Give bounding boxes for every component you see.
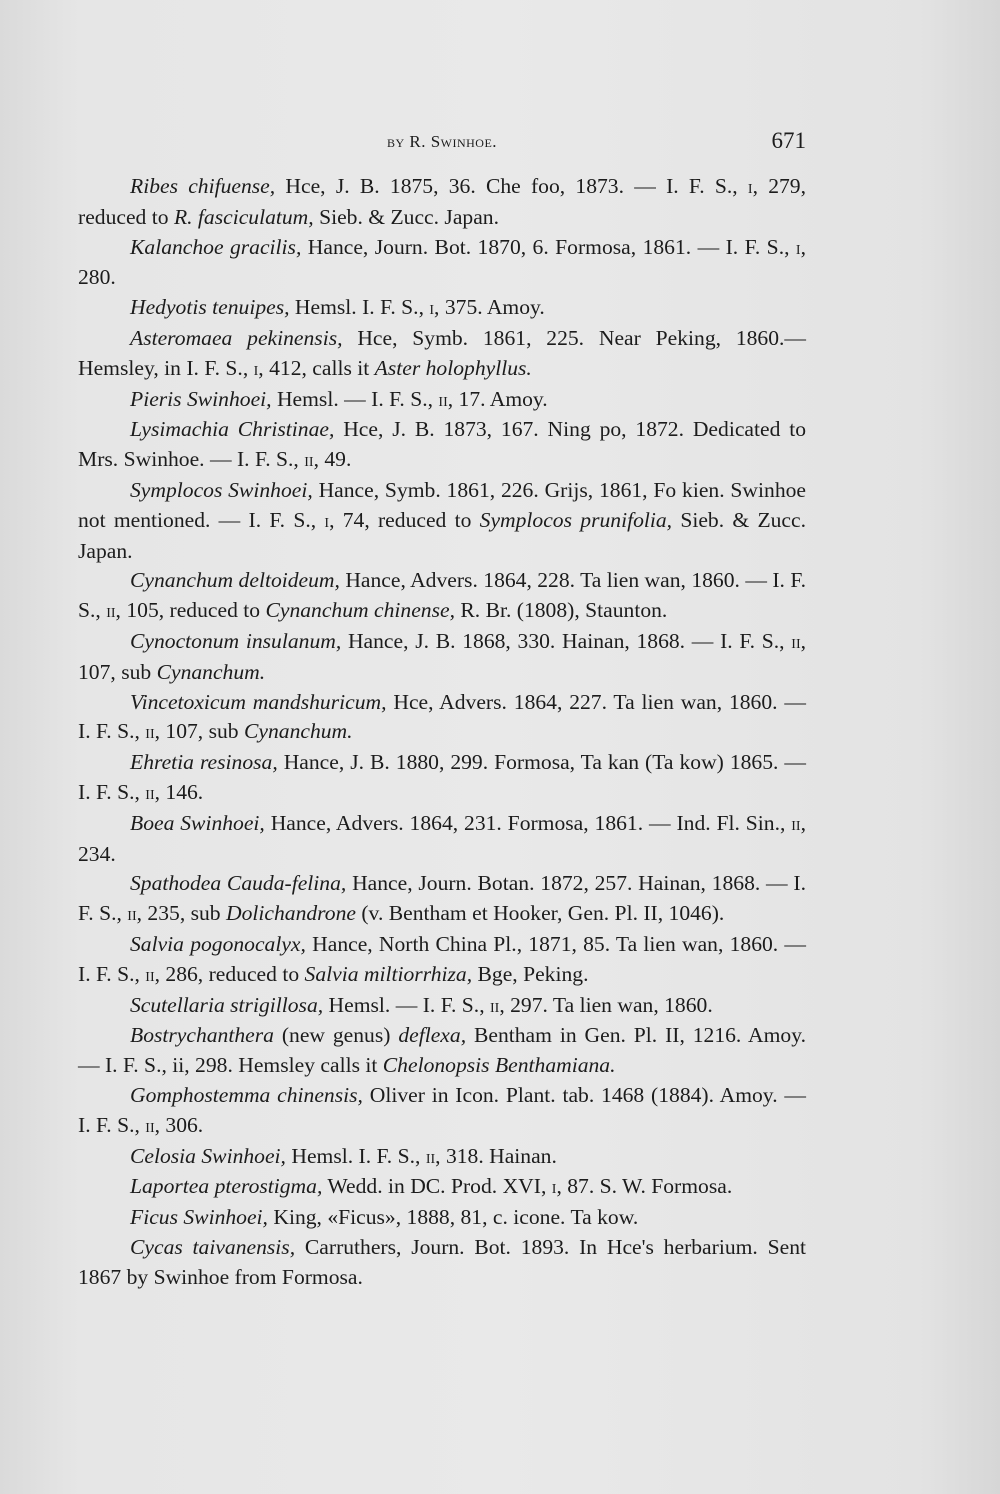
volume-numeral: ii: [438, 388, 448, 411]
synonym-name: R. fasciculatum,: [173, 204, 314, 229]
entry-reference: Carruthers, Journ. Bot. 1893. In Hce's herbarium. Sent 1867 by Swinhoe from Formosa.: [78, 1234, 806, 1289]
entry-tail: (v. Bentham et Hooker, Gen. Pl. II, 1046).: [355, 901, 725, 926]
species-name: Pieris Swinhoei,: [130, 386, 272, 411]
entry-reference-continued: , 286, reduced to: [154, 961, 305, 986]
entry-reference-continued: , 107, sub: [154, 719, 244, 744]
synonym-name: Cynanchum.: [244, 719, 353, 744]
entry-reference-continued: , 306.: [154, 1112, 204, 1137]
entry-reference: Hance, Journ. Bot. 1870, 6. Formosa, 1861. — I. F. S.,: [301, 234, 796, 259]
entry-tail: Bge, Peking.: [472, 961, 589, 986]
synonym-name: Dolichandrone: [226, 901, 356, 926]
running-head: [78, 128, 806, 160]
entry-reference-continued: , 318. Hainan.: [435, 1143, 557, 1168]
volume-numeral: i: [795, 236, 801, 259]
entry-reference: Hance, Advers. 1864, 228. Ta lien wan, 1860. — I. F. S.,: [78, 568, 807, 623]
page-number: 671: [771, 128, 806, 153]
species-name: Ehretia resinosa,: [130, 750, 278, 775]
volume-numeral: i: [747, 176, 753, 198]
species-name: Hedyotis tenuipes,: [130, 295, 290, 320]
species-name: Cynoctonum insulanum,: [130, 628, 342, 653]
species-entry: [78, 1021, 806, 1081]
species-entry: [78, 172, 806, 233]
running-head-title: by R. Swinhoe.: [386, 132, 498, 151]
volume-numeral: i: [253, 357, 259, 380]
species-name: Laportea pterostigma,: [130, 1174, 323, 1199]
species-name: Boea Swinhoei,: [130, 810, 265, 835]
species-name: Cynanchum deltoideum,: [130, 568, 340, 593]
entry-reference-continued: , 375. Amoy.: [434, 295, 545, 320]
species-entry: [78, 385, 806, 416]
volume-numeral: ii: [145, 963, 155, 986]
species-entry: [78, 324, 806, 385]
volume-numeral: ii: [145, 1114, 155, 1137]
entry-reference: Hance, Advers. 1864, 231. Formosa, 1861. — Ind. Fl. Sin.,: [264, 810, 792, 835]
species-entry: [78, 233, 806, 294]
volume-numeral: ii: [490, 994, 500, 1017]
species-entry: [78, 991, 806, 1022]
entry-reference: Hance, J. B. 1880, 299. Formosa, Ta kan (Ta kow) 1865. — I. F. S.,: [78, 750, 806, 804]
entry-reference: Hance, J. B. 1868, 330. Hainan, 1868. — I. F. S.,: [341, 628, 792, 653]
volume-numeral: i: [551, 1176, 557, 1199]
species-entry: [78, 748, 806, 809]
entry-reference: Hce, J. B. 1873, 167. Ning po, 1872. Dedicated to Mrs. Swinhoe. — I. F. S.,: [78, 417, 807, 472]
volume-numeral: ii: [106, 600, 116, 623]
species-name: Asteromaea pekinensis,: [130, 325, 343, 350]
species-entry: [78, 1081, 806, 1142]
volume-numeral: ii: [791, 630, 801, 653]
species-entry: [78, 476, 806, 566]
entry-tail: Sieb. & Zucc. Japan.: [78, 507, 806, 563]
species-name: Spathodea Cauda-felina,: [130, 871, 347, 896]
species-entry: [78, 869, 806, 930]
synonym-name: Cynanchum chinense,: [265, 598, 455, 623]
species-entry: [78, 1172, 806, 1203]
entry-reference: Hemsl. — I. F. S.,: [271, 386, 439, 411]
volume-numeral: ii: [145, 721, 155, 744]
entry-reference-continued: , 234.: [78, 810, 806, 866]
species-entry: [78, 809, 806, 870]
species-entry: [78, 627, 806, 688]
entry-reference: Hance, North China Pl., 1871, 85. Ta lien wan, 1860. — I. F. S.,: [78, 931, 806, 986]
entry-reference: King, «Ficus», 1888, 81, c. icone. Ta kow.: [267, 1205, 639, 1230]
entry-reference: Hce, Advers. 1864, 227. Ta lien wan, 1860. — I. F. S.,: [78, 689, 806, 744]
entry-reference: Oliver in Icon. Plant. tab. 1468 (1884). Amoy. — I. F. S.,: [78, 1082, 806, 1137]
volume-numeral: i: [324, 509, 330, 532]
entry-tail: R. Br. (1808), Staunton.: [454, 598, 668, 623]
volume-numeral: i: [429, 297, 435, 320]
entry-reference-continued: , 280.: [78, 234, 806, 290]
species-name: Ribes chifuense,: [130, 174, 276, 198]
entry-reference-continued: , 107, sub: [78, 628, 807, 684]
entry-reference: Hemsl. I. F. S.,: [285, 1143, 426, 1168]
volume-numeral: ii: [425, 1145, 436, 1168]
entry-reference-continued: , 105, reduced to: [115, 598, 266, 623]
species-name: Cycas taivanensis,: [130, 1234, 296, 1259]
species-name: Celosia Swinhoei,: [130, 1143, 286, 1168]
entry-reference-continued: , 146.: [154, 779, 204, 804]
entry-reference: Hance, Journ. Botan. 1872, 257. Hainan, 1868. — I. F. S.,: [78, 871, 807, 926]
entry-tail: Sieb. & Zucc. Japan.: [313, 204, 499, 229]
synonym-name: Cynanchum.: [156, 659, 266, 684]
species-entry: [78, 1203, 806, 1233]
entry-reference-continued: , 235, sub: [136, 901, 227, 926]
species-entry: [78, 688, 806, 749]
species-name: Ficus Swinhoei,: [130, 1205, 268, 1230]
synonym-name: Symplocos prunifolia,: [479, 507, 673, 532]
species-epithet: deflexa,: [398, 1023, 467, 1048]
entry-reference: Wedd. in DC. Prod. XVI,: [322, 1174, 552, 1199]
species-name: Lysimachia Christinae,: [130, 417, 335, 442]
entry-reference: Hance, Symb. 1861, 226. Grijs, 1861, Fo kien. Swinhoe not mentioned. — I. F. S.,: [78, 477, 806, 532]
synonym-name: Chelonopsis Benthamiana.: [382, 1053, 616, 1078]
entry-reference-continued: , 279, reduced to: [78, 174, 806, 229]
entry-tail: Bentham in Gen. Pl. II, 1216. Amoy. — I. F. S., ii, 298. Hemsley calls it: [78, 1023, 806, 1078]
species-entry: [78, 930, 806, 991]
species-name: Salvia pogonocalyx,: [130, 931, 306, 956]
entry-reference: (new genus): [273, 1023, 399, 1048]
volume-numeral: ii: [304, 449, 314, 472]
species-name: Vincetoxicum mandshuricum,: [130, 689, 387, 714]
species-name: Gomphostemma chinensis,: [130, 1082, 363, 1107]
entry-reference-continued: , 74, reduced to: [329, 507, 480, 532]
species-entry: [78, 1233, 806, 1293]
synonym-name: Salvia miltiorrhiza,: [304, 961, 473, 986]
genus-name: Bostrychanthera: [130, 1023, 274, 1048]
entry-reference-continued: , 49.: [313, 447, 352, 472]
species-name: Symplocos Swinhoei,: [130, 477, 313, 502]
synonym-name: Aster holophyllus.: [374, 355, 532, 380]
species-name: Scutellaria strigillosa,: [130, 992, 324, 1017]
species-name: Kalanchoe gracilis,: [130, 234, 302, 259]
entry-reference-continued: , 297. Ta lien wan, 1860.: [499, 992, 713, 1017]
species-entry: [78, 415, 806, 476]
entry-reference: Hce, Symb. 1861, 225. Near Peking, 1860.— Hemsley, in I. F. S.,: [78, 325, 806, 380]
entry-reference-continued: , 412, calls it: [258, 355, 375, 380]
entry-reference: Hce, J. B. 1875, 36. Che foo, 1873. — I. F. S.,: [275, 174, 748, 198]
species-entry: [78, 566, 806, 627]
entry-reference: Hemsl. — I. F. S.,: [323, 992, 490, 1017]
volume-numeral: ii: [127, 903, 137, 926]
entry-reference: Hemsl. I. F. S.,: [289, 295, 430, 320]
volume-numeral: ii: [145, 781, 155, 804]
entry-reference-continued: , 17. Amoy.: [447, 386, 548, 411]
body-text: [78, 172, 806, 1292]
species-entry: [78, 293, 806, 324]
volume-numeral: ii: [791, 812, 801, 835]
entry-reference-continued: , 87. S. W. Formosa.: [556, 1174, 733, 1199]
species-entry: [78, 1142, 806, 1173]
